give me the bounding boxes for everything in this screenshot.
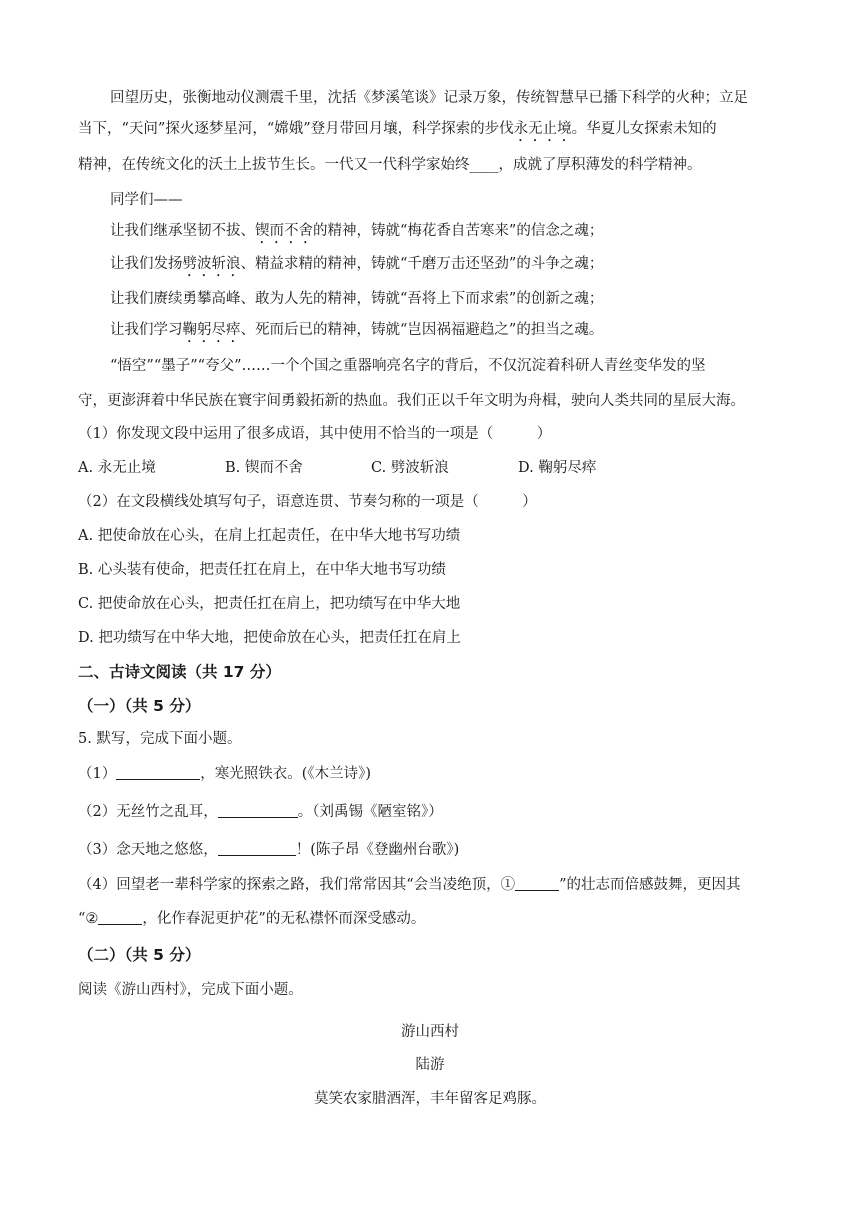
passage-line (110, 254, 790, 280)
answer-option[interactable]: D. 把功绩写在中华大地，把使命放在心头，把责任扛在肩上 (78, 630, 461, 646)
answer-option[interactable]: C. 劈波斩浪 (371, 460, 449, 476)
poem-author: 陆游 (415, 1057, 445, 1073)
passage-line: 精神，在传统文化的沃土上拔节生长。一代又一代科学家始终____，成就了厚积薄发的科学精神。 (78, 157, 702, 173)
answer-blank[interactable] (218, 840, 296, 856)
dotted-idiom: 劈波斩浪 (182, 256, 241, 272)
subsection-heading: （一）（共 5 分） (78, 697, 201, 715)
passage-line (110, 221, 790, 247)
item-text: ”的壮志而倍感鼓舞，更因其 (559, 877, 741, 893)
item-text: （1） (78, 766, 117, 782)
passage-line: 同学们—— (110, 192, 183, 208)
passage-line: 回望历史，张衡地动仪测震千里，沈括《梦溪笔谈》记录万象，传统智慧早已播下科学的火种；立足 (110, 90, 748, 106)
item-text: ，寒光照铁衣。(《木兰诗》) (200, 766, 372, 782)
dotted-idiom: 鞠躬尽瘁 (182, 322, 241, 338)
dotted-idiom: 锲而不舍 (255, 223, 313, 239)
question-stem: （2）在文段横线处填写句子，语意连贯、节奏匀称的一项是（ ） (78, 494, 537, 510)
fill-blank-item (78, 764, 788, 784)
dotted-idiom: 永无止境 (513, 121, 572, 137)
item-text: ，化作春泥更护花”的无私襟怀而深受感动。 (142, 911, 426, 927)
answer-option[interactable]: C. 把使命放在心头，把责任扛在肩上，把功绩写在中华大地 (78, 596, 461, 612)
passage-line (78, 119, 788, 145)
fill-blank-item (78, 875, 788, 895)
passage-text: 让我们继承坚韧不拔、 (110, 223, 255, 239)
subsection-heading: （二）（共 5 分） (78, 946, 201, 964)
passage-text: 、精益求精的精神，铸就“千磨万击还坚劲”的斗争之魂； (240, 256, 604, 272)
reading-intro: 阅读《游山西村》，完成下面小题。 (78, 982, 303, 998)
answer-option[interactable]: B. 锲而不舍 (225, 460, 303, 476)
answer-blank[interactable] (98, 909, 142, 925)
poem-title: 游山西村 (401, 1024, 459, 1040)
section-heading: 二、古诗文阅读（共 17 分） (78, 663, 281, 681)
passage-line: 让我们赓续勇攀高峰、敢为人先的精神，铸就“吾将上下而求索”的创新之魂； (110, 291, 604, 307)
passage-text: 当下，“天问”探火逐梦星河，“嫦娥”登月带回月壤，科学探索的步伐 (78, 121, 514, 137)
item-text: ！(陈子昂《登幽州台歌》) (295, 842, 460, 858)
answer-blank[interactable] (116, 764, 200, 780)
passage-text: 让我们学习 (110, 322, 183, 338)
answer-option[interactable]: A. 永无止境 (78, 460, 156, 476)
answer-blank[interactable] (218, 802, 298, 818)
passage-text: 的精神，铸就“梅花香自苦寒来”的信念之魂； (313, 223, 604, 239)
fill-blank-item (78, 840, 788, 860)
item-text: 。（刘禹锡《陋室铭》） (297, 804, 443, 820)
item-text: “② (78, 911, 99, 927)
passage-text: 。华夏儿女探索未知的 (571, 121, 717, 137)
poem-line: 莫笑农家腊酒浑，丰年留客足鸡豚。 (314, 1091, 546, 1107)
answer-option[interactable]: A. 把使命放在心头，在肩上扛起责任，在中华大地书写功绩 (78, 528, 461, 544)
answer-option[interactable]: B. 心头装有使命，把责任扛在肩上，在中华大地书写功绩 (78, 562, 446, 578)
answer-option[interactable]: D. 鞠躬尽瘁 (518, 460, 597, 476)
question-stem: 5. 默写，完成下面小题。 (78, 731, 242, 747)
passage-line: 守，更澎湃着中华民族在寰宇间勇毅拓新的热血。我们正以千年文明为舟楫，驶向人类共同的星辰大海。 (78, 393, 745, 409)
item-text: （2）无丝竹之乱耳， (78, 804, 218, 820)
item-text: （4）回望老一辈科学家的探索之路，我们常常因其“会当凌绝顶，① (78, 877, 516, 893)
answer-blank[interactable] (515, 875, 559, 891)
question-stem: （1）你发现文段中运用了很多成语，其中使用不恰当的一项是（ ） (78, 426, 552, 442)
passage-text: 让我们发扬 (110, 256, 183, 272)
fill-blank-item (78, 802, 788, 822)
fill-blank-item (78, 909, 788, 929)
item-text: （3）念天地之悠悠， (78, 842, 218, 858)
passage-text: 、死而后已的精神，铸就“岂因祸福避趋之”的担当之魂。 (240, 322, 604, 338)
passage-line (110, 320, 790, 346)
passage-line: “悟空”“墨子”“夸父”……一个个国之重器响亮名字的背后，不仅沉淀着科研人青丝变华发的坚 (110, 358, 706, 374)
